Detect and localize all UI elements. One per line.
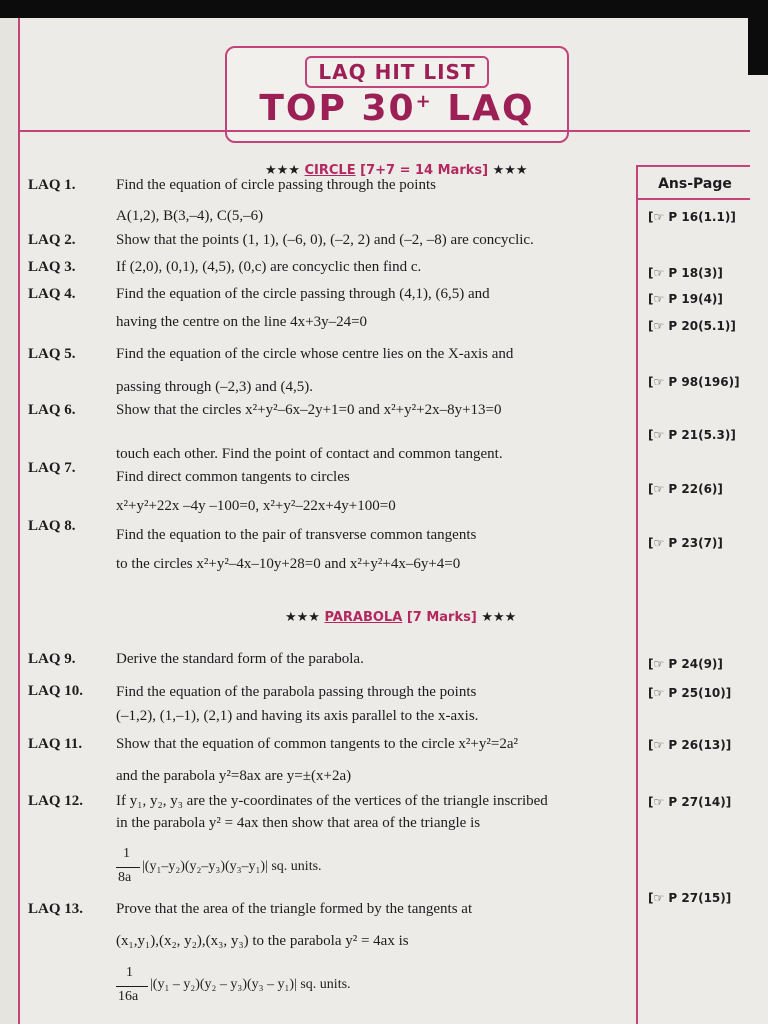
answer-page-ref: [☞ P 18(3)] bbox=[648, 266, 723, 280]
laq-text-line: and the parabola y²=8ax are y=±(x+2a) bbox=[116, 768, 352, 784]
section-parabola-name: PARABOLA bbox=[324, 610, 403, 625]
area-formula-expression: |(y₁ – y₂)(y₂ – y₃)(y₃ – y₁)| sq. units. bbox=[150, 977, 351, 992]
area-formula-expression: |(y₁–y₂)(y₂–y₃)(y₃–y₁)| sq. units. bbox=[142, 859, 322, 874]
laq-text-line: x²+y²+22x –4y –100=0, x²+y²–22x+4y+100=0 bbox=[116, 498, 396, 514]
answer-page-ref: [☞ P 98(196)] bbox=[648, 375, 740, 389]
answer-page-ref: [☞ P 20(5.1)] bbox=[648, 319, 736, 333]
laq-text-line: Show that the equation of common tangents to the circle x²+y²=2a² bbox=[116, 736, 518, 752]
page-left-margin bbox=[0, 18, 20, 1024]
laq-label: LAQ 10. bbox=[28, 683, 84, 699]
laq-text-line: (–1,2), (1,–1), (2,1) and having its axis parallel to the x-axis. bbox=[116, 708, 479, 724]
star-icons: ★★★ bbox=[265, 163, 300, 178]
laq-text-line: Find the equation of the circle passing through (4,1), (6,5) and bbox=[116, 286, 490, 302]
fraction-bar bbox=[116, 986, 148, 987]
answer-page-ref: [☞ P 25(10)] bbox=[648, 686, 732, 700]
section-parabola-title bbox=[285, 610, 516, 625]
laq-label: LAQ 1. bbox=[28, 177, 76, 193]
ans-page-header: Ans-Page bbox=[658, 176, 732, 192]
laq-text-line: (x₁,y₁),(x₂, y₂),(x₃, y₃) to the parabola y² = 4ax is bbox=[116, 933, 409, 949]
laq-label: LAQ 5. bbox=[28, 346, 76, 362]
top-dark-band bbox=[0, 0, 768, 18]
answer-page-ref: [☞ P 23(7)] bbox=[648, 536, 723, 550]
laq-text-line: Find direct common tangents to circles bbox=[116, 469, 350, 485]
star-icons: ★★★ bbox=[481, 610, 517, 625]
page-title-main: TOP 30 bbox=[259, 88, 416, 129]
laq-text-line: Find the equation to the pair of transverse common tangents bbox=[116, 527, 477, 543]
answer-page-ref: [☞ P 22(6)] bbox=[648, 482, 723, 496]
laq-text-line: Find the equation of the parabola passing through the points bbox=[116, 684, 477, 700]
area-formula-fraction bbox=[116, 965, 148, 1009]
laq-text-line: Find the equation of circle passing through the points bbox=[116, 177, 436, 193]
answer-page-ref: [☞ P 27(15)] bbox=[648, 891, 732, 905]
ans-column-divider bbox=[636, 165, 638, 1024]
laq-label: LAQ 9. bbox=[28, 651, 76, 667]
star-icons: ★★★ bbox=[492, 163, 528, 178]
fraction-numerator: 1 bbox=[123, 846, 130, 861]
title-box bbox=[225, 46, 569, 143]
ans-header-divider bbox=[636, 198, 750, 200]
laq-label: LAQ 13. bbox=[28, 901, 84, 917]
laq-label: LAQ 11. bbox=[28, 736, 83, 752]
answer-page-ref: [☞ P 27(14)] bbox=[648, 795, 732, 809]
right-dark-band bbox=[748, 0, 768, 75]
laq-label: LAQ 6. bbox=[28, 402, 76, 418]
section-circle-name: CIRCLE bbox=[304, 163, 356, 178]
laq-text-line: passing through (–2,3) and (4,5). bbox=[116, 379, 314, 395]
fraction-numerator: 1 bbox=[126, 965, 133, 980]
page-title-suffix: LAQ bbox=[447, 88, 535, 129]
laq-label: LAQ 3. bbox=[28, 259, 76, 275]
laq-text-line: A(1,2), B(3,–4), C(5,–6) bbox=[116, 208, 264, 224]
laq-label: LAQ 7. bbox=[28, 460, 76, 476]
answer-page-ref: [☞ P 16(1.1)] bbox=[648, 210, 736, 224]
laq-text-line: If (2,0), (0,1), (4,5), (0,c) are concyclic then find c. bbox=[116, 259, 422, 275]
page-title-sup: + bbox=[415, 91, 433, 112]
page-title bbox=[227, 88, 567, 129]
laq-text-line: to the circles x²+y²–4x–10y+28=0 and x²+y²+4x–6y+4=0 bbox=[116, 556, 461, 572]
hit-list-label: LAQ HIT LIST bbox=[305, 56, 489, 88]
laq-label: LAQ 12. bbox=[28, 793, 84, 809]
section-circle-marks: [7+7 = 14 Marks] bbox=[360, 163, 489, 178]
laq-label: LAQ 8. bbox=[28, 518, 76, 534]
answer-page-ref: [☞ P 19(4)] bbox=[648, 292, 723, 306]
fraction-bar bbox=[116, 867, 140, 868]
answer-page-ref: [☞ P 21(5.3)] bbox=[648, 428, 736, 442]
laq-text-line: Derive the standard form of the parabola. bbox=[116, 651, 364, 667]
laq-text-line: in the parabola y² = 4ax then show that area of the triangle is bbox=[116, 815, 481, 831]
laq-text-line: touch each other. Find the point of contact and common tangent. bbox=[116, 446, 503, 462]
laq-text-line: Show that the circles x²+y²–6x–2y+1=0 and x²+y²+2x–8y+13=0 bbox=[116, 402, 502, 418]
laq-label: LAQ 4. bbox=[28, 286, 76, 302]
answer-page-ref: [☞ P 24(9)] bbox=[648, 657, 723, 671]
section-parabola-marks: [7 Marks] bbox=[406, 610, 477, 625]
laq-label: LAQ 2. bbox=[28, 232, 76, 248]
laq-text-line: Show that the points (1, 1), (–6, 0), (–2, 2) and (–2, –8) are concyclic. bbox=[116, 232, 534, 248]
header-divider bbox=[20, 130, 750, 132]
laq-text-line: Find the equation of the circle whose centre lies on the X-axis and bbox=[116, 346, 514, 362]
star-icons: ★★★ bbox=[285, 610, 320, 625]
area-formula-fraction bbox=[116, 846, 140, 888]
laq-text-line: having the centre on the line 4x+3y–24=0 bbox=[116, 314, 368, 330]
laq-text-line: If y₁, y₂, y₃ are the y-coordinates of the vertices of the triangle inscribed bbox=[116, 793, 548, 809]
answer-page-ref: [☞ P 26(13)] bbox=[648, 738, 732, 752]
laq-text-line: Prove that the area of the triangle formed by the tangents at bbox=[116, 901, 473, 917]
fraction-denominator: 16a bbox=[118, 989, 139, 1004]
fraction-denominator: 8a bbox=[118, 870, 132, 885]
ans-column-top-border bbox=[636, 165, 750, 167]
